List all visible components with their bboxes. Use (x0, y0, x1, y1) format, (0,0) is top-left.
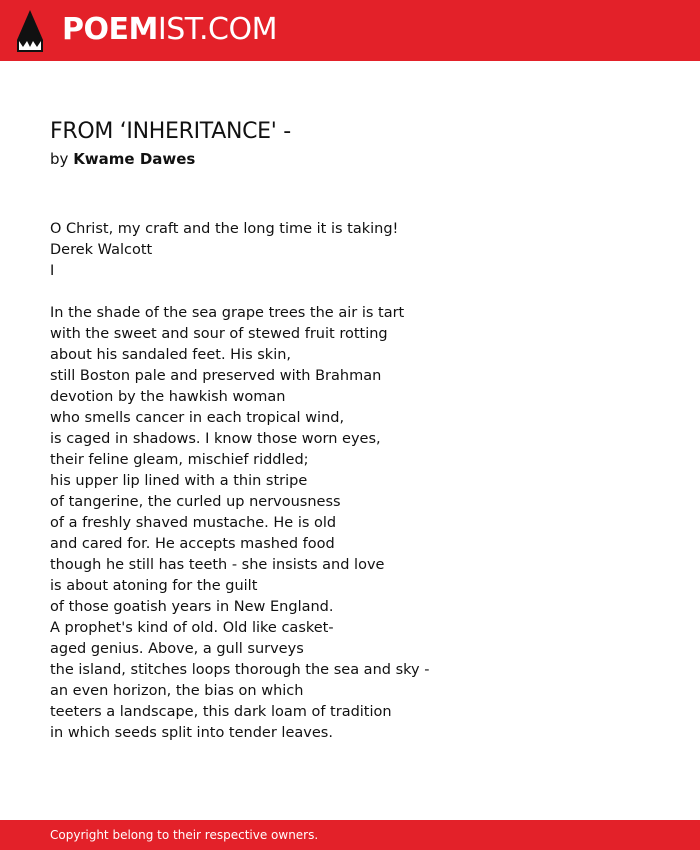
poem-line: about his sandaled feet. His skin, (50, 347, 292, 363)
poem-body (50, 219, 429, 744)
poem-line: though he still has teeth - she insists and love (50, 557, 385, 573)
poem-line: is caged in shadows. I know those worn eyes, (50, 431, 381, 447)
poem-line: an even horizon, the bias on which (50, 683, 304, 699)
poem-line: his upper lip lined with a thin stripe (50, 473, 308, 489)
poem-line: In the shade of the sea grape trees the air is tart (50, 305, 405, 321)
poem-line: I (50, 263, 55, 279)
poem-byline (50, 149, 195, 169)
site-logo-link[interactable] (62, 11, 277, 49)
brand-light: IST.COM (157, 12, 277, 47)
poem-line: still Boston pale and preserved with Brahman (50, 368, 382, 384)
copyright-text: Copyright belong to their respective owners. (50, 828, 319, 842)
brand-bold: POEM (62, 12, 158, 47)
poem-line: is about atoning for the guilt (50, 578, 258, 594)
site-footer (0, 820, 700, 850)
poem-line: teeters a landscape, this dark loam of tradition (50, 704, 392, 720)
poem-line: A prophet's kind of old. Old like casket- (50, 620, 334, 636)
poem-line: aged genius. Above, a gull surveys (50, 641, 304, 657)
poem-line (50, 282, 429, 303)
poem-line: and cared for. He accepts mashed food (50, 536, 335, 552)
poem-line: devotion by the hawkish woman (50, 389, 286, 405)
pencil-tip-icon[interactable] (17, 10, 43, 52)
poem-line: who smells cancer in each tropical wind, (50, 410, 345, 426)
poem-title: FROM ‘INHERITANCE' - (50, 119, 291, 144)
poem-line: their feline gleam, mischief riddled; (50, 452, 309, 468)
poem-line: O Christ, my craft and the long time it is taking! (50, 221, 399, 237)
by-label: by (50, 150, 69, 168)
poem-line: with the sweet and sour of stewed fruit rotting (50, 326, 388, 342)
poem-line: in which seeds split into tender leaves. (50, 725, 333, 741)
poem-line: of those goatish years in New England. (50, 599, 334, 615)
poem-line: Derek Walcott (50, 242, 153, 258)
poem-line: the island, stitches loops thorough the sea and sky - (50, 662, 430, 678)
author-name[interactable]: Kwame Dawes (73, 150, 196, 168)
poem-line: of tangerine, the curled up nervousness (50, 494, 341, 510)
poem-line: of a freshly shaved mustache. He is old (50, 515, 337, 531)
site-header (0, 0, 700, 61)
